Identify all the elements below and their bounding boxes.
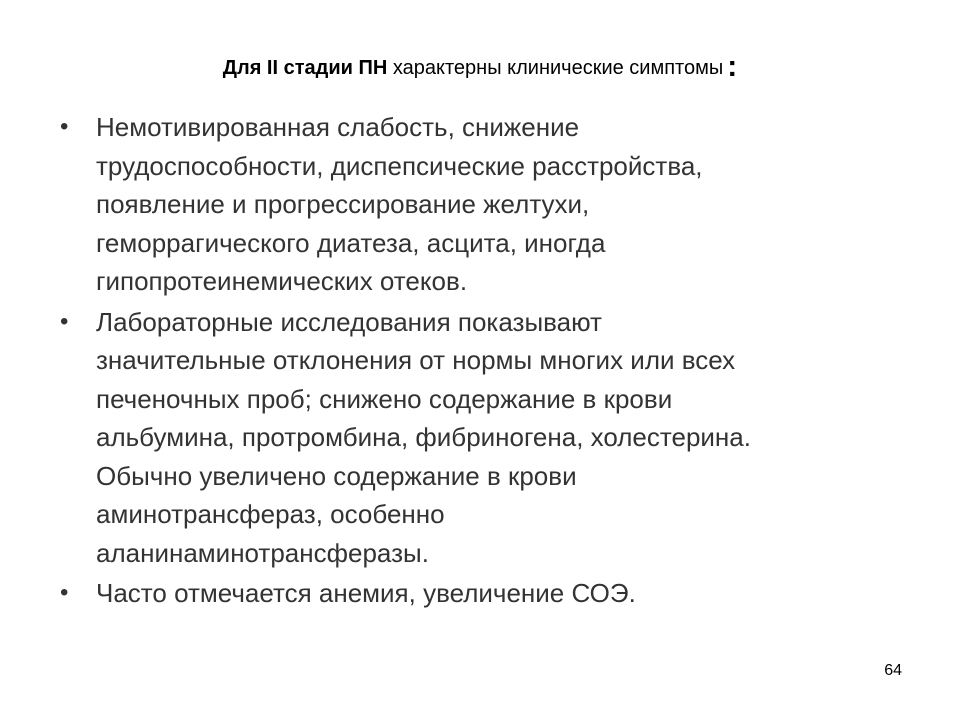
- bullet-marker: •: [60, 307, 69, 335]
- bullet-item: [60, 303, 920, 573]
- bullet-marker: •: [60, 113, 69, 140]
- bullet-text: Немотивированная слабость, снижение трудоспособности, диспепсические расстройства, появление и прогрессирование желтухи, геморрагического диатеза, асцита, иногда гипопротеинемических отеков.: [96, 112, 703, 296]
- bullet-marker: •: [60, 579, 69, 606]
- bullet-item: [60, 574, 920, 613]
- slide-title: [60, 52, 900, 84]
- title-bold-part: Для II стадии ПН: [222, 57, 388, 79]
- bullet-text: Лабораторные исследования показывают значительные отклонения от нормы многих или всех печеночных проб; снижено содержание в крови альбумина, протромбина, фибриногена, холестерина. Обычно увеличено содержание в крови аминотрансфераз, особенно аланинаминотрансферазы.: [96, 306, 751, 568]
- title-regular-part: характерны клинические симптомы: [387, 57, 724, 79]
- bullet-text: Часто отмечается анемия, увеличение СОЭ.: [96, 578, 636, 608]
- bullet-list: [60, 108, 920, 615]
- page-number: 64: [884, 662, 902, 679]
- bullet-item: [60, 108, 920, 301]
- title-colon: :: [727, 50, 738, 83]
